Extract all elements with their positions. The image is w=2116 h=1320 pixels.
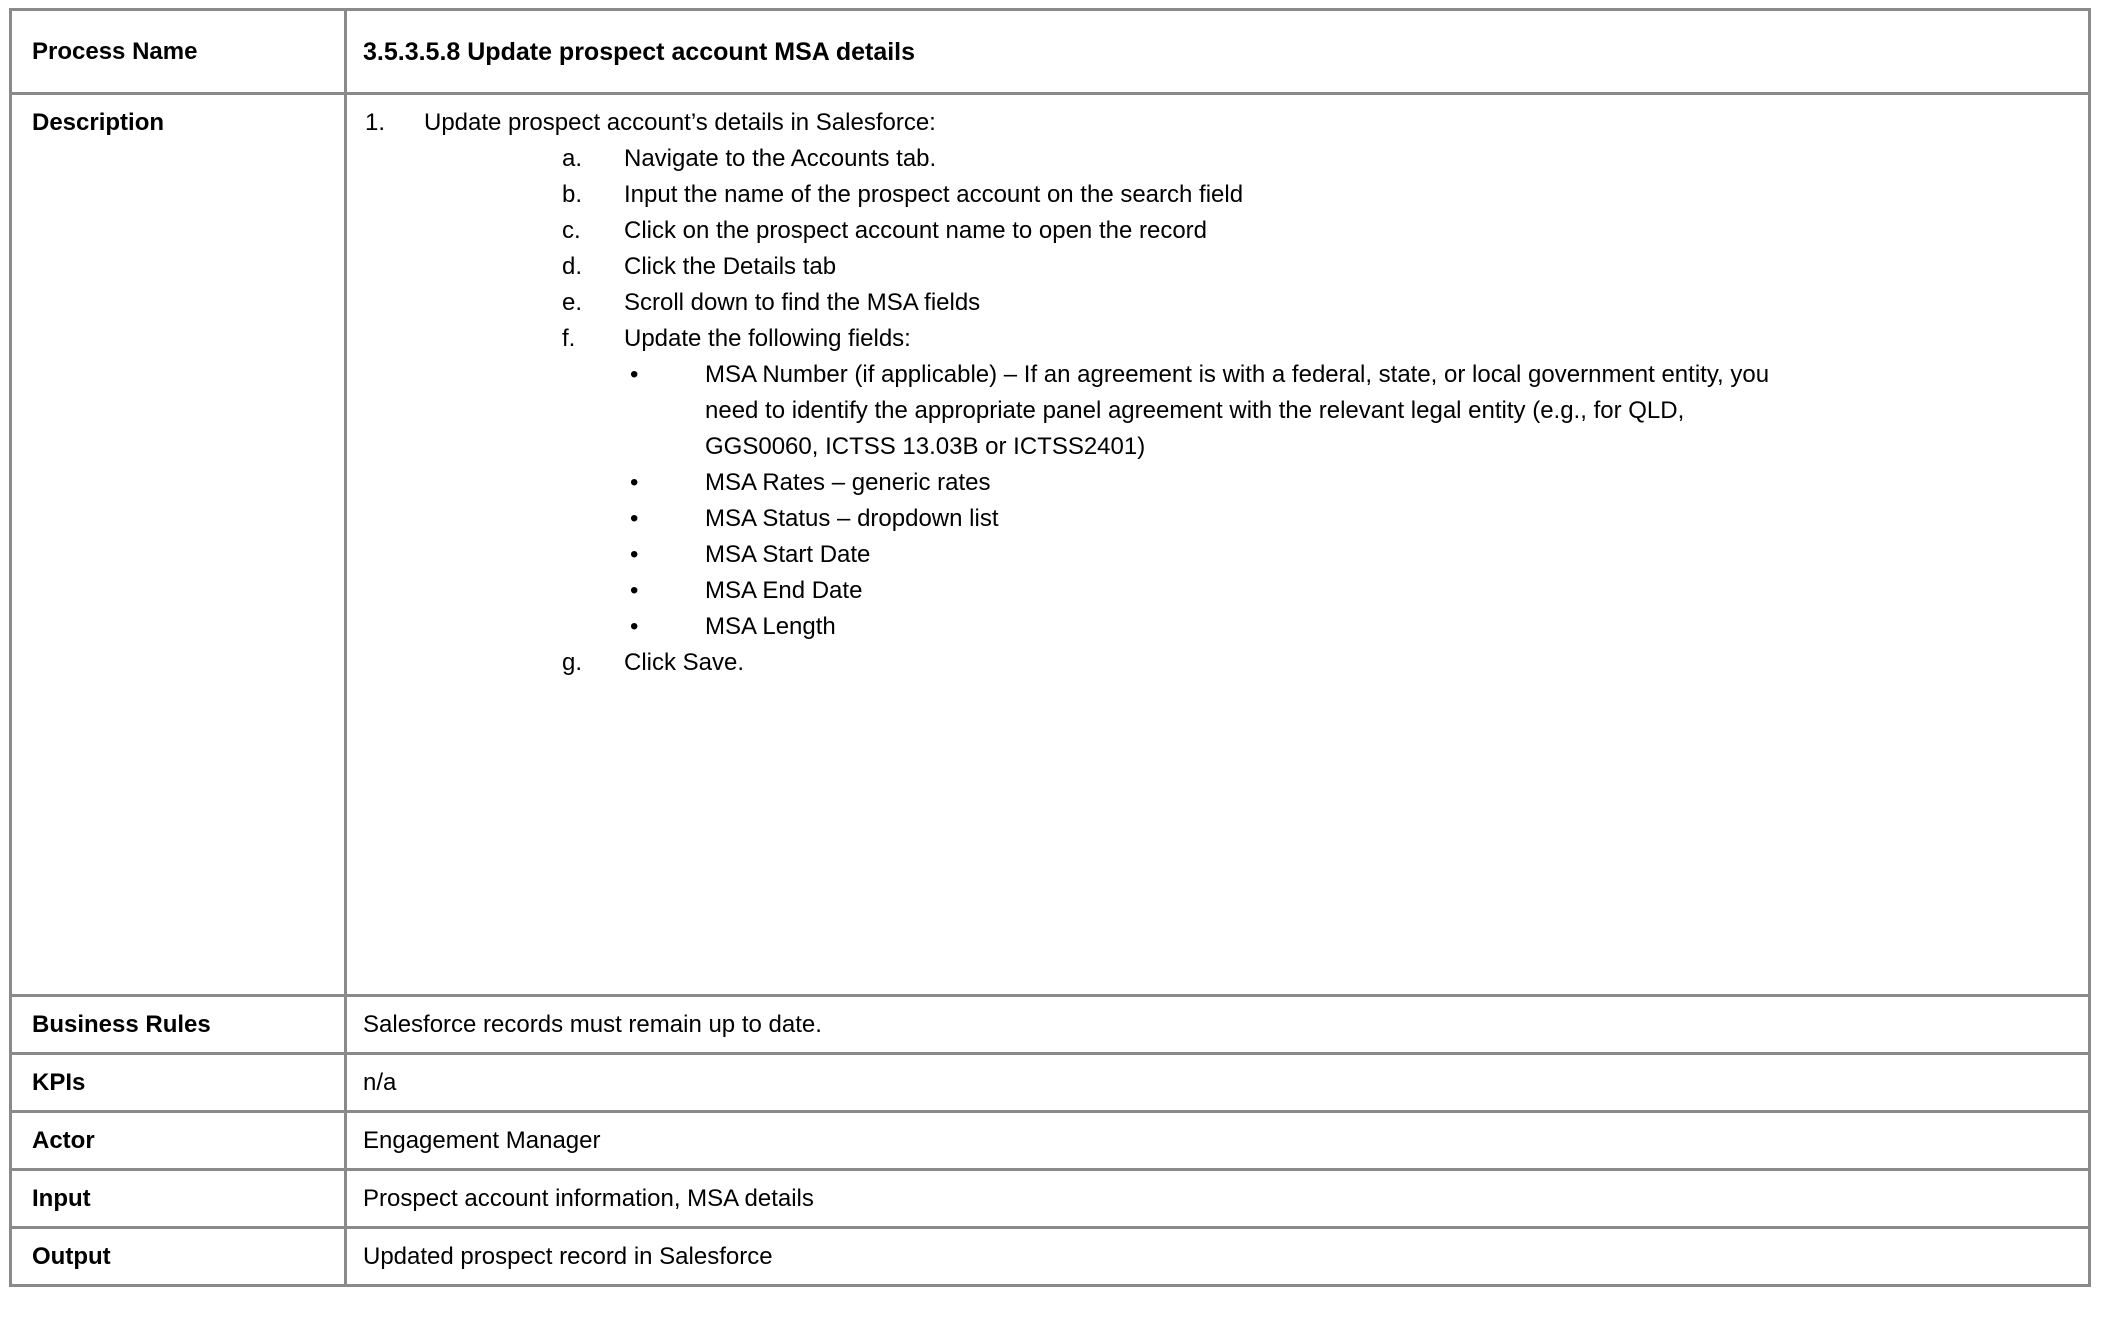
input-value: Prospect account information, MSA details — [346, 1170, 2090, 1228]
list-marker: e. — [562, 289, 583, 316]
output-value: Updated prospect record in Salesforce — [346, 1228, 2090, 1286]
list-text: MSA Status – dropdown list — [705, 505, 999, 532]
bullet-icon: • — [630, 469, 639, 496]
list-text: Click on the prospect account name to open the record — [624, 217, 1208, 244]
actor-label: Actor — [11, 1112, 346, 1170]
list-text: Input the name of the prospect account on the search field — [624, 181, 1244, 208]
list-item-step-1 — [363, 105, 2072, 141]
input-label: Input — [11, 1170, 346, 1228]
list-marker: g. — [562, 649, 583, 676]
list-marker: b. — [562, 181, 583, 208]
row-actor — [11, 1112, 2090, 1170]
row-business-rules — [11, 996, 2090, 1054]
list-text: Click Save. — [624, 649, 745, 676]
list-text: MSA Rates – generic rates — [705, 469, 991, 496]
output-label: Output — [11, 1228, 346, 1286]
kpis-value: n/a — [346, 1054, 2090, 1112]
bullet-icon: • — [630, 361, 639, 388]
row-input — [11, 1170, 2090, 1228]
list-item-step-e — [363, 285, 2072, 321]
list-item-step-g — [363, 645, 2072, 681]
list-text: Navigate to the Accounts tab. — [624, 145, 937, 172]
list-item-bullet-msa-status — [363, 501, 2072, 537]
list-text-line: MSA Number (if applicable) – If an agreement is with a federal, state, or local government entity, you — [705, 361, 1770, 388]
list-text: Click the Details tab — [624, 253, 837, 280]
list-text: Scroll down to find the MSA fields — [624, 289, 981, 316]
bullet-icon: • — [630, 613, 639, 640]
list-item-bullet-msa-start-date — [363, 537, 2072, 573]
list-item-bullet-msa-number — [363, 357, 2072, 465]
list-item-step-d — [363, 249, 2072, 285]
description-value — [346, 94, 2090, 996]
row-output — [11, 1228, 2090, 1286]
business-rules-value: Salesforce records must remain up to date. — [346, 996, 2090, 1054]
bullet-icon: • — [630, 577, 639, 604]
list-item-bullet-msa-end-date — [363, 573, 2072, 609]
list-item-step-b — [363, 177, 2072, 213]
list-text: MSA Start Date — [705, 541, 871, 568]
row-process-name — [11, 10, 2090, 94]
bullet-icon: • — [630, 541, 639, 568]
description-label: Description — [11, 94, 346, 996]
bullet-icon: • — [630, 505, 639, 532]
list-text-line: GGS0060, ICTSS 13.03B or ICTSS2401) — [705, 433, 1146, 460]
list-item-bullet-msa-rates — [363, 465, 2072, 501]
business-rules-label: Business Rules — [11, 996, 346, 1054]
list-text: MSA Length — [705, 613, 836, 640]
list-text — [705, 357, 2072, 465]
process-name-label: Process Name — [11, 10, 346, 94]
list-marker: c. — [562, 217, 581, 244]
list-text: MSA End Date — [705, 577, 863, 604]
list-item-step-f — [363, 321, 2072, 357]
process-name-value: 3.5.3.5.8 Update prospect account MSA details — [346, 10, 2090, 94]
actor-value: Engagement Manager — [346, 1112, 2090, 1170]
list-text: Update prospect account’s details in Salesforce: — [424, 109, 936, 136]
process-definition-table — [9, 8, 2091, 1287]
list-text: Update the following fields: — [624, 325, 911, 352]
list-marker: 1. — [365, 109, 386, 136]
list-item-step-c — [363, 213, 2072, 249]
list-marker: d. — [562, 253, 583, 280]
row-kpis — [11, 1054, 2090, 1112]
kpis-label: KPIs — [11, 1054, 346, 1112]
list-item-bullet-msa-length — [363, 609, 2072, 645]
list-item-step-a — [363, 141, 2072, 177]
list-marker: f. — [562, 325, 576, 352]
list-marker: a. — [562, 145, 583, 172]
list-text-line: need to identify the appropriate panel agreement with the relevant legal entity (e.g., for QLD, — [705, 397, 1685, 424]
row-description — [11, 94, 2090, 996]
